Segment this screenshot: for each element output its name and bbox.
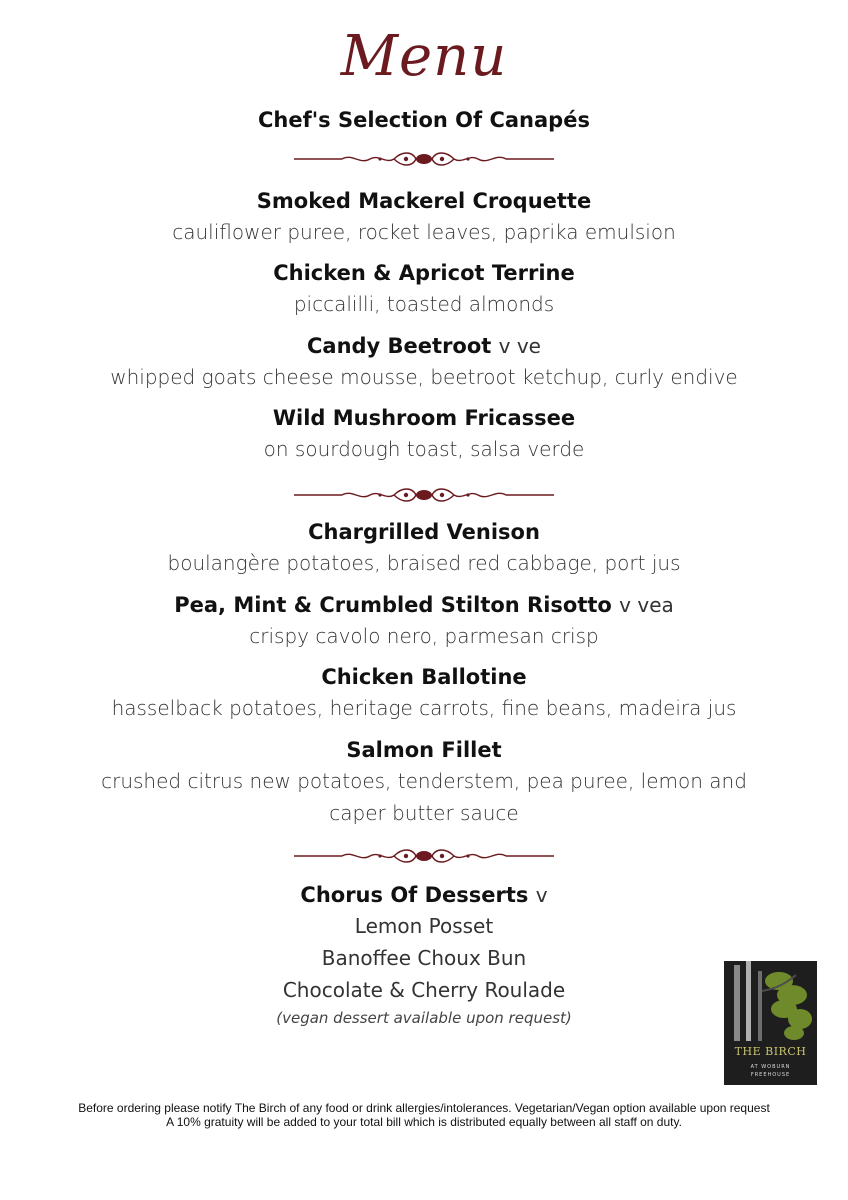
dish-name: Smoked Mackerel Croquette: [256, 189, 592, 213]
dish-candy-beetroot: [0, 331, 848, 393]
allergy-footer: [0, 1101, 848, 1129]
dessert-note: (vegan dessert available upon request): [276, 1009, 572, 1027]
dish-salmon-fillet: [0, 735, 848, 829]
dish-chicken-ballotine: [0, 662, 848, 724]
logo-subtitle: FREEHOUSE: [750, 1072, 791, 1078]
dish-name: Chicken Ballotine: [321, 665, 527, 689]
dish-name: Chargrilled Venison: [308, 520, 540, 544]
dessert-section: [0, 880, 848, 1030]
dish-chicken-terrine: [0, 258, 848, 320]
dish-description: crispy cavolo nero, parmesan crisp: [249, 624, 599, 648]
birch-tree-icon: [724, 961, 817, 1045]
dish-description: crushed citrus new potatoes, tenderstem, pea puree, lemon and: [101, 769, 747, 793]
dessert-item: Chocolate & Cherry Roulade: [282, 978, 566, 1002]
logo-name: THE BIRCH: [734, 1045, 807, 1058]
dish-description: whipped goats cheese mousse, beetroot ketchup, curly endive: [110, 365, 738, 389]
dessert-item: Lemon Posset: [354, 914, 494, 938]
dessert-item: Banoffee Choux Bun: [321, 946, 527, 970]
dish-description: on sourdough toast, salsa verde: [263, 437, 585, 461]
diet-tag: v vea: [619, 593, 674, 617]
dish-name: Chicken & Apricot Terrine: [273, 261, 575, 285]
logo-subtitle: AT WOBURN: [750, 1064, 791, 1070]
dish-description: hasselback potatoes, heritage carrots, fine beans, madeira jus: [111, 696, 737, 720]
dish-smoked-mackerel: [0, 186, 848, 248]
dessert-heading: Chorus Of Desserts: [300, 883, 529, 907]
ornament-divider: [294, 848, 554, 864]
dish-description: boulangère potatoes, braised red cabbage, port jus: [167, 551, 681, 575]
the-birch-logo: [724, 961, 817, 1085]
canapes-heading: Chef's Selection Of Canapés: [258, 108, 590, 132]
diet-tag: v: [535, 883, 548, 907]
dish-chargrilled-venison: [0, 517, 848, 579]
dish-name: Salmon Fillet: [346, 738, 502, 762]
dish-description: piccalilli, toasted almonds: [293, 292, 555, 316]
footer-line: A 10% gratuity will be added to your total bill which is distributed equally between all staff on duty.: [166, 1115, 682, 1129]
menu-title: Menu: [340, 24, 508, 89]
dish-description: cauliflower puree, rocket leaves, paprika emulsion: [172, 220, 676, 244]
diet-tag: v ve: [498, 334, 541, 358]
dish-name: Candy Beetroot: [306, 334, 492, 358]
dish-name: Wild Mushroom Fricassee: [272, 406, 576, 430]
dish-description: caper butter sauce: [329, 801, 519, 825]
dish-wild-mushroom: [0, 403, 848, 465]
dish-name: Pea, Mint & Crumbled Stilton Risotto: [174, 593, 612, 617]
dish-risotto: [0, 590, 848, 652]
ornament-divider: [294, 487, 554, 503]
ornament-divider: [294, 151, 554, 167]
footer-line: Before ordering please notify The Birch of any food or drink allergies/intolerances. Vegetarian/Vegan option available upon request: [78, 1101, 770, 1115]
